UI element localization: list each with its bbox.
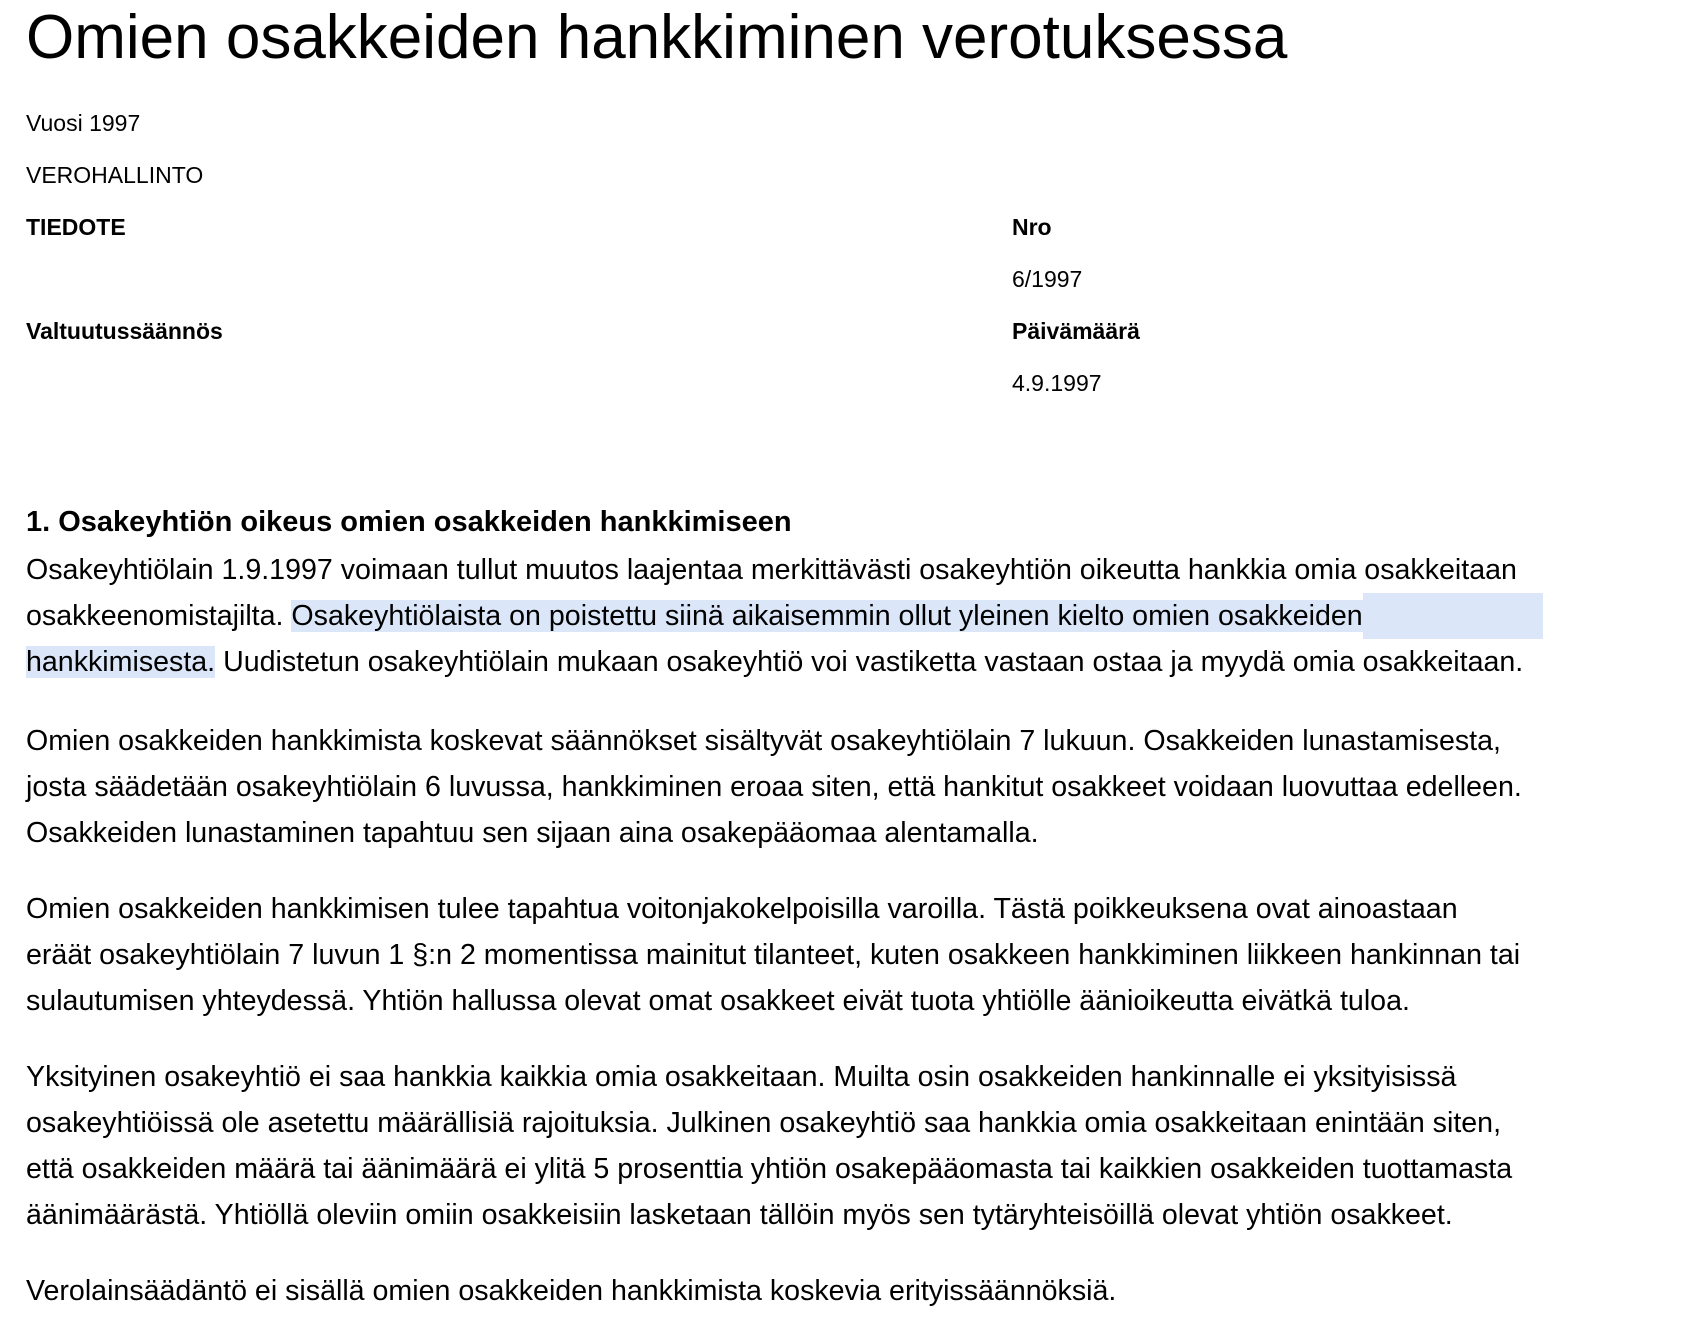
paragraph-line: sulautumisen yhteydessä. Yhtiön hallussa olevat omat osakkeet eivät tuota yhtiölle äänioikeutta eivätkä tuloa. <box>26 985 1410 1017</box>
highlight-extension <box>1363 593 1543 639</box>
year-text: Vuosi 1997 <box>26 110 141 136</box>
number-label: Nro <box>1012 214 1052 240</box>
paragraph-line: Yksityinen osakeyhtiö ei saa hankkia kaikkia omia osakkeitaan. Muilta osin osakkeiden hankinnalle ei yksityisissä <box>26 1061 1457 1093</box>
issuer-text: VEROHALLINTO <box>26 162 204 188</box>
highlighted-text[interactable]: Osakeyhtiölaista on poistettu siinä aikaisemmin ollut yleinen kielto omien osakkeiden <box>291 600 1363 632</box>
text-segment: Uudistetun osakeyhtiölain mukaan osakeyhtiö voi vastiketta vastaan ostaa ja myydä omia osakkeitaan. <box>215 646 1524 678</box>
paragraph-5 <box>26 1268 1690 1314</box>
paragraph-line: että osakkeiden määrä tai äänimäärä ei ylitä 5 prosenttia yhtiön osakepääomasta tai kaikkien osakkeiden tuottamasta <box>26 1153 1513 1185</box>
paragraph-line <box>26 639 1690 685</box>
paragraph-line: josta säädetään osakeyhtiölain 6 luvussa, hankkiminen eroaa siten, että hankitut osakkeet voidaan luovuttaa edelleen. <box>26 771 1522 803</box>
paragraph-line: Osakkeiden lunastaminen tapahtuu sen sijaan aina osakepääomaa alentamalla. <box>26 817 1039 849</box>
authority-label: Valtuutussäännös <box>26 318 223 344</box>
paragraph-line: Verolainsäädäntö ei sisällä omien osakkeiden hankkimista koskevia erityissäännöksiä. <box>26 1275 1117 1307</box>
section-heading: 1. Osakeyhtiön oikeus omien osakkeiden hankkimiseen <box>26 506 792 538</box>
text-segment: osakkeenomistajilta. <box>26 600 292 632</box>
paragraph-line: Omien osakkeiden hankkimista koskevat säännökset sisältyvät osakeyhtiölain 7 lukuun. Osakkeiden lunastamisesta, <box>26 725 1501 757</box>
date-value: 4.9.1997 <box>1012 370 1102 396</box>
paragraph-line: äänimäärästä. Yhtiöllä oleviin omiin osakkeisiin lasketaan tällöin myös sen tytäryhteisöillä olevat yhtiön osakkeet. <box>26 1199 1453 1231</box>
document-title: Omien osakkeiden hankkiminen verotuksessa <box>26 3 1288 72</box>
paragraph-1 <box>26 547 1690 685</box>
date-label: Päivämäärä <box>1012 318 1140 344</box>
paragraph-line: eräät osakeyhtiölain 7 luvun 1 §:n 2 momentissa mainitut tilanteet, kuten osakkeen hankkiminen liikkeen hankinnan tai <box>26 939 1521 971</box>
paragraph-3 <box>26 886 1690 1024</box>
paragraph-2 <box>26 718 1690 856</box>
paragraph-line: Osakeyhtiölain 1.9.1997 voimaan tullut muutos laajentaa merkittävästi osakeyhtiön oikeutta hankkia omia osakkeitaan <box>26 554 1517 586</box>
paragraph-line: Omien osakkeiden hankkimisen tulee tapahtua voitonjakokelpoisilla varoilla. Tästä poikkeuksena ovat ainoastaan <box>26 893 1458 925</box>
highlighted-text[interactable]: hankkimisesta. <box>26 646 216 678</box>
type-label: TIEDOTE <box>26 214 126 240</box>
paragraph-4 <box>26 1054 1690 1238</box>
paragraph-line: osakeyhtiöissä ole asetettu määrällisiä rajoituksia. Julkinen osakeyhtiö saa hankkia omia osakkeitaan enintään siten, <box>26 1107 1502 1139</box>
paragraph-line <box>26 593 1690 639</box>
number-value: 6/1997 <box>1012 266 1083 292</box>
